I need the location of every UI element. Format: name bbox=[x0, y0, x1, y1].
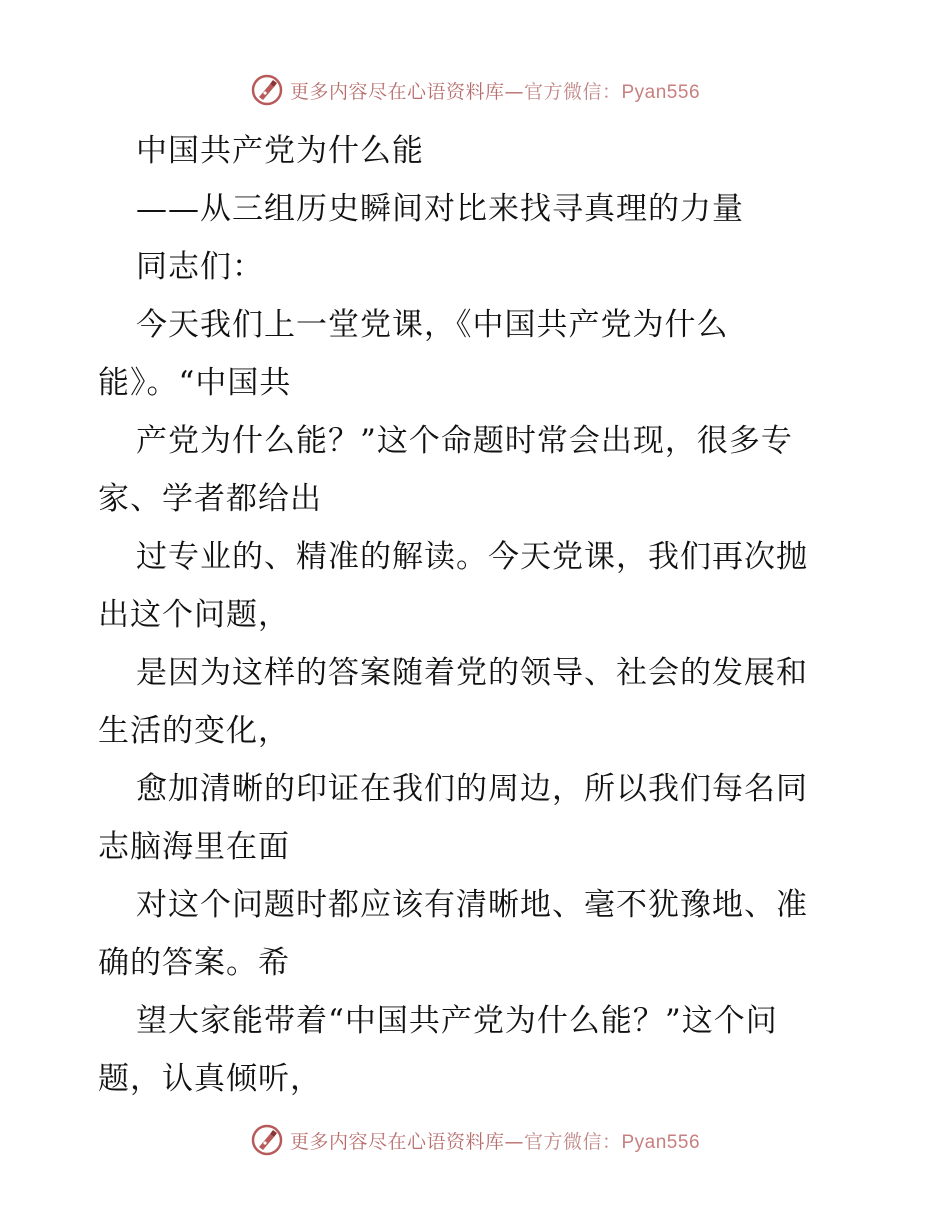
watermark-sub: 官方微信： bbox=[523, 1130, 622, 1153]
watermark-text bbox=[290, 77, 700, 104]
paragraph-line: 志脑海里在面 bbox=[98, 829, 290, 865]
paragraph-line: 生活的变化， bbox=[98, 713, 290, 749]
document-body bbox=[98, 122, 858, 1108]
watermark-id: Pyan556 bbox=[621, 81, 701, 103]
paragraph-line: 产党为什么能？”这个命题时常会出现，很多专 bbox=[136, 423, 793, 459]
paragraph-line: 家、学者都给出 bbox=[98, 481, 322, 517]
watermark-id: Pyan556 bbox=[621, 1131, 701, 1153]
watermark-brand: 更多内容尽在心语资料库 bbox=[289, 80, 505, 103]
watermark-sub: 官方微信： bbox=[523, 80, 622, 103]
header-watermark bbox=[0, 70, 950, 110]
paragraph-line: 同志们： bbox=[136, 249, 264, 285]
pen-nib-logo-icon bbox=[250, 73, 284, 107]
footer-watermark bbox=[0, 1120, 950, 1160]
watermark-group bbox=[250, 73, 700, 107]
paragraph-line: 愈加清晰的印证在我们的周边，所以我们每名同 bbox=[136, 771, 808, 807]
watermark-dash: — bbox=[504, 80, 524, 103]
watermark-text bbox=[290, 1127, 700, 1154]
watermark-dash: — bbox=[504, 1130, 524, 1153]
paragraph-line: 今天我们上一堂党课，《中国共产党为什么 bbox=[136, 307, 729, 343]
paragraph-line: 能》。“中国共 bbox=[98, 365, 292, 401]
paragraph-line: 过专业的、精准的解读。今天党课，我们再次抛 bbox=[136, 539, 808, 575]
watermark-group bbox=[250, 1123, 700, 1157]
paragraph-line: 确的答案。希 bbox=[98, 945, 290, 981]
paragraph-line: 中国共产党为什么能 bbox=[136, 133, 424, 169]
watermark-brand: 更多内容尽在心语资料库 bbox=[289, 1130, 505, 1153]
paragraph-line: ——从三组历史瞬间对比来找寻真理的力量 bbox=[136, 191, 744, 227]
paragraph-line: 是因为这样的答案随着党的领导、社会的发展和 bbox=[136, 655, 808, 691]
paragraph-line: 望大家能带着“中国共产党为什么能？”这个问 bbox=[136, 1003, 778, 1039]
pen-nib-logo-icon bbox=[250, 1123, 284, 1157]
paragraph-line: 对这个问题时都应该有清晰地、毫不犹豫地、准 bbox=[136, 887, 808, 923]
paragraph-line: 出这个问题， bbox=[98, 597, 290, 633]
paragraph-line: 题，认真倾听， bbox=[98, 1061, 322, 1097]
